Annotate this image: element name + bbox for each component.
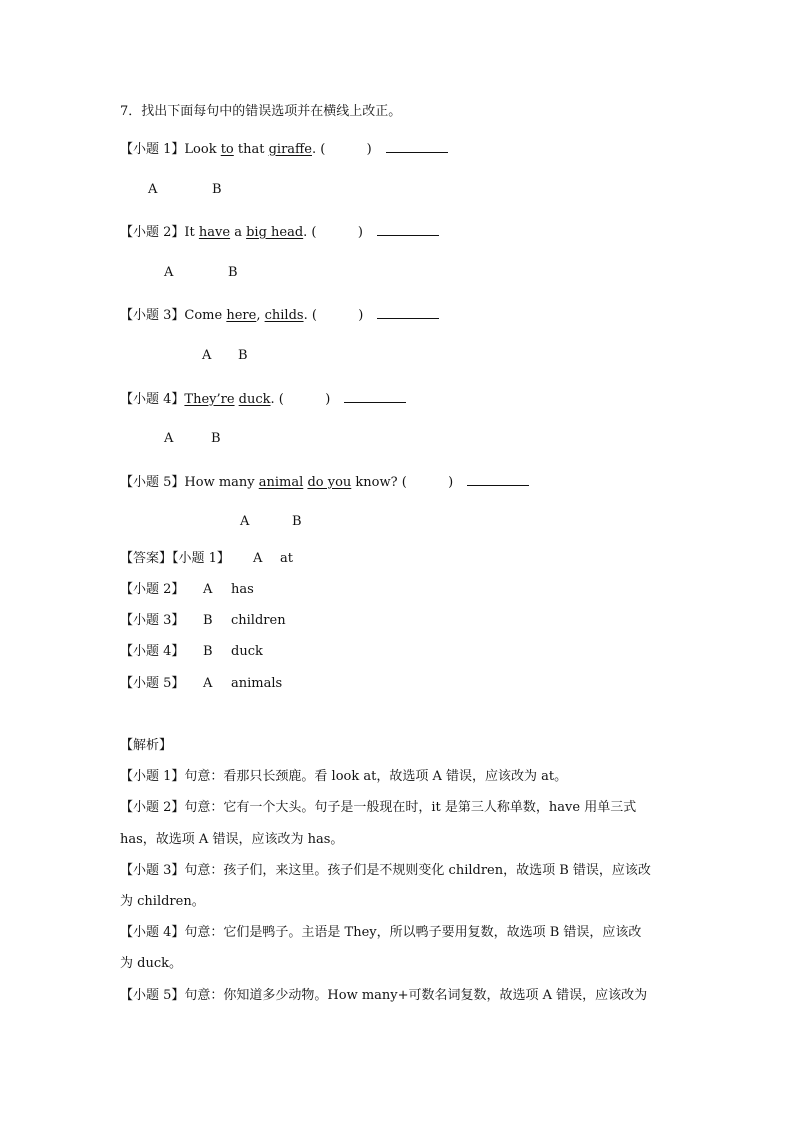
- answer-word: children: [231, 613, 286, 628]
- option-b-underline: giraffe: [268, 142, 312, 157]
- question-item-1: [120, 140, 448, 158]
- answer-word: at: [280, 551, 293, 566]
- answer-label: 【小题 1】: [172, 551, 230, 566]
- option-b-letter: B: [292, 514, 302, 529]
- analysis-heading: 【解析】: [120, 738, 173, 753]
- question-item-2: [120, 223, 439, 241]
- answer-choice: B: [203, 644, 213, 659]
- item-text: Look: [184, 142, 221, 157]
- option-a-underline: They’re: [184, 392, 235, 407]
- option-b-letter: B: [238, 348, 248, 363]
- item-label: 【小题 3】: [120, 308, 185, 323]
- option-b-letter: B: [211, 431, 221, 446]
- option-a-underline: have: [198, 225, 231, 240]
- answer-row-2: 【小题 2】: [120, 582, 185, 597]
- item-text: a: [230, 225, 247, 240]
- analysis-line: 【小题 2】句意：它有一个大头。句子是一般现在时，it 是第三人称单数，have 用单三式: [120, 800, 637, 815]
- answer-choice: A: [203, 582, 213, 597]
- answer-row-4: 【小题 4】: [120, 644, 185, 659]
- item-paren: . ( ): [303, 308, 364, 323]
- option-a-underline: to: [220, 142, 234, 157]
- answer-choice: B: [203, 613, 213, 628]
- question-item-5: [120, 473, 529, 491]
- item-label: 【小题 2】: [120, 225, 185, 240]
- answer-row-3: 【小题 3】: [120, 613, 185, 628]
- option-b-letter: B: [228, 265, 238, 280]
- answer-choice: A: [253, 551, 263, 566]
- item-paren: . ( ): [303, 225, 363, 240]
- item-label: 【小题 1】: [120, 142, 185, 157]
- question-item-3: [120, 306, 439, 324]
- question-title: 7．找出下面每句中的错误选项并在横线上改正。: [120, 104, 402, 119]
- analysis-line: 【小题 3】句意：孩子们，来这里。孩子们是不规则变化 children，故选项 B 错误，应该改: [120, 863, 651, 878]
- item-paren: . ( ): [311, 142, 372, 157]
- option-b-letter: B: [212, 182, 222, 197]
- item-text: ,: [256, 308, 265, 323]
- option-a-letter: A: [240, 514, 250, 529]
- item-label: 【小题 5】: [120, 475, 185, 490]
- answer-word: has: [231, 582, 254, 597]
- item-paren: know? ( ): [351, 475, 454, 490]
- item-paren: . ( ): [270, 392, 331, 407]
- analysis-line: has，故选项 A 错误，应该改为 has。: [120, 832, 344, 847]
- item-label: 【小题 4】: [120, 392, 185, 407]
- option-a-underline: animal: [258, 475, 304, 490]
- answer-row-5: 【小题 5】: [120, 676, 185, 691]
- option-b-underline: do you: [307, 475, 352, 490]
- option-a-letter: A: [164, 431, 174, 446]
- analysis-line: 为 duck。: [120, 956, 182, 971]
- answer-blank[interactable]: [344, 390, 406, 403]
- answer-word: duck: [231, 644, 263, 659]
- option-a-letter: A: [164, 265, 174, 280]
- answer-heading: 【答案】: [120, 551, 173, 566]
- answer-choice: A: [203, 676, 213, 691]
- item-text: How many: [184, 475, 259, 490]
- item-text: Come: [184, 308, 227, 323]
- option-a-underline: here: [226, 308, 257, 323]
- answer-blank[interactable]: [377, 306, 439, 319]
- answer-word: animals: [231, 676, 283, 691]
- answer-blank[interactable]: [467, 473, 529, 486]
- item-text: It: [184, 225, 199, 240]
- analysis-line: 【小题 5】句意：你知道多少动物。How many+可数名词复数，故选项 A 错误，应该改为: [120, 988, 648, 1003]
- answer-blank[interactable]: [377, 223, 439, 236]
- answer-row-1: [120, 551, 230, 567]
- analysis-line: 【小题 1】句意：看那只长颈鹿。看 look at，故选项 A 错误，应该改为 at。: [120, 769, 568, 784]
- question-item-4: [120, 390, 406, 408]
- answer-blank[interactable]: [386, 140, 448, 153]
- option-b-underline: big head: [246, 225, 304, 240]
- analysis-line: 【小题 4】句意：它们是鸭子。主语是 They，所以鸭子要用复数，故选项 B 错误，应该改: [120, 925, 642, 940]
- analysis-line: 为 children。: [120, 894, 205, 909]
- option-a-letter: A: [148, 182, 158, 197]
- option-a-letter: A: [202, 348, 212, 363]
- option-b-underline: duck: [238, 392, 271, 407]
- item-text: that: [233, 142, 269, 157]
- option-b-underline: childs: [264, 308, 304, 323]
